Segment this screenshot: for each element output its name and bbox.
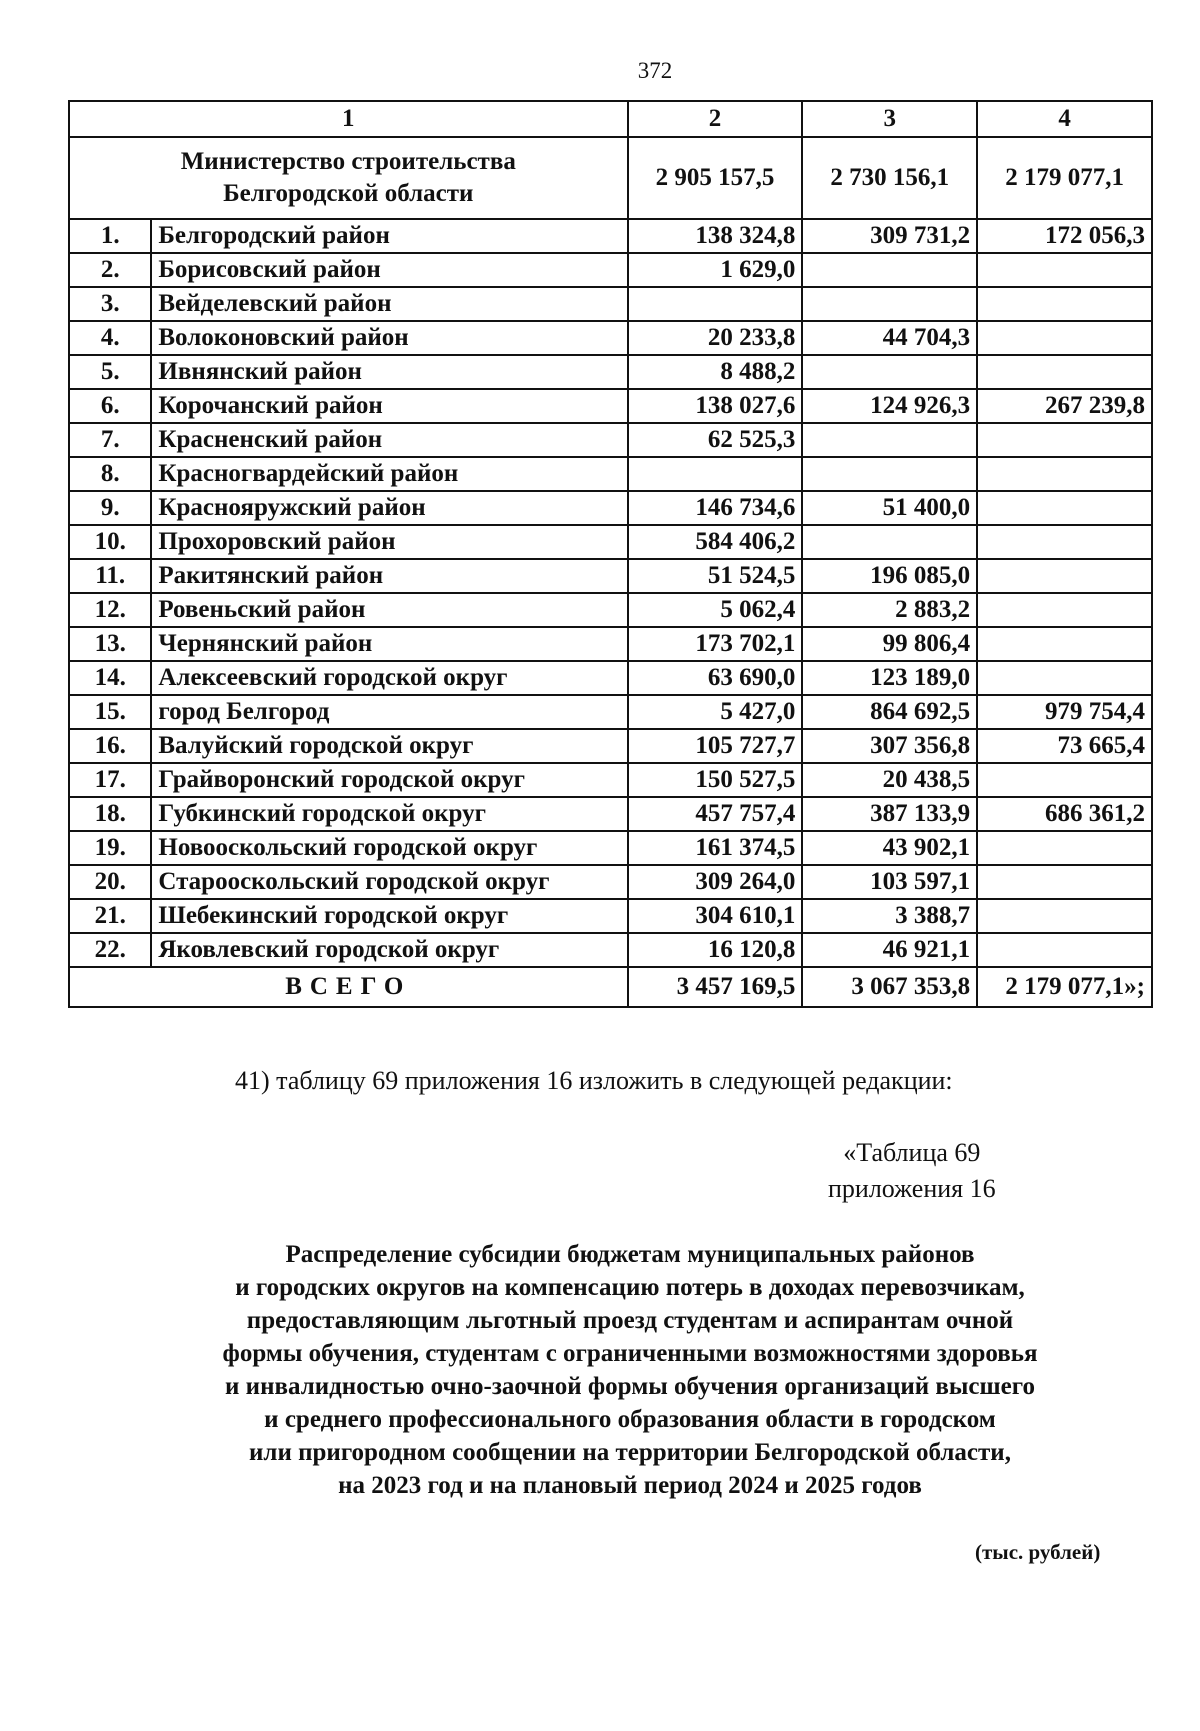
row-value-col2: 8 488,2	[628, 355, 803, 389]
table-reference-line1: «Таблица 69	[843, 1138, 981, 1167]
heading-line: или пригородном сообщении на территории Белгородской области,	[249, 1439, 1011, 1466]
row-name: Ровеньский район	[151, 593, 627, 627]
table-row	[69, 627, 1152, 661]
heading-line: и городских округов на компенсацию потерь в доходах перевозчикам,	[235, 1274, 1025, 1301]
heading-line: формы обучения, студентам с ограниченными возможностями здоровья	[222, 1340, 1038, 1367]
column-number-4: 4	[977, 101, 1152, 137]
budget-table-body	[69, 101, 1152, 1007]
row-number: 16.	[69, 729, 151, 763]
ministry-name	[69, 137, 628, 219]
row-value-col3: 46 921,1	[802, 933, 977, 967]
row-value-col2: 63 690,0	[628, 661, 803, 695]
row-value-col3: 123 189,0	[802, 661, 977, 695]
column-number-row	[69, 101, 1152, 137]
heading-line: Распределение субсидии бюджетам муниципальных районов	[285, 1241, 975, 1268]
column-number-3: 3	[802, 101, 977, 137]
row-value-col3	[802, 457, 977, 491]
row-value-col2: 138 027,6	[628, 389, 803, 423]
row-value-col4: 686 361,2	[977, 797, 1152, 831]
row-value-col4	[977, 899, 1152, 933]
row-number: 13.	[69, 627, 151, 661]
row-value-col4: 73 665,4	[977, 729, 1152, 763]
row-value-col2: 146 734,6	[628, 491, 803, 525]
row-value-col3: 44 704,3	[802, 321, 977, 355]
column-number-1: 1	[69, 101, 628, 137]
row-value-col4	[977, 491, 1152, 525]
row-value-col4	[977, 423, 1152, 457]
heading-line: предоставляющим льготный проезд студентам и аспирантам очной	[246, 1307, 1014, 1334]
row-name: город Белгород	[151, 695, 627, 729]
row-value-col3: 307 356,8	[802, 729, 977, 763]
row-value-col3: 387 133,9	[802, 797, 977, 831]
amendment-instruction: 41) таблицу 69 приложения 16 изложить в следующей редакции:	[235, 1066, 953, 1095]
table-row	[69, 933, 1152, 967]
row-name: Борисовский район	[151, 253, 627, 287]
table-row	[69, 287, 1152, 321]
column-number-2: 2	[628, 101, 803, 137]
row-value-col2	[628, 287, 803, 321]
ministry-value-col2: 2 905 157,5	[628, 137, 803, 219]
row-value-col3: 43 902,1	[802, 831, 977, 865]
row-number: 5.	[69, 355, 151, 389]
row-name: Белгородский район	[151, 219, 627, 253]
row-name: Шебекинский городской округ	[151, 899, 627, 933]
ministry-value-col3: 2 730 156,1	[802, 137, 977, 219]
row-value-col3	[802, 525, 977, 559]
table-row	[69, 355, 1152, 389]
heading-line: на 2023 год и на плановый период 2024 и 2025 годов	[338, 1472, 922, 1499]
row-number: 3.	[69, 287, 151, 321]
row-value-col4: 979 754,4	[977, 695, 1152, 729]
total-value-col4: 2 179 077,1»;	[977, 967, 1152, 1007]
row-value-col3: 3 388,7	[802, 899, 977, 933]
table-row	[69, 219, 1152, 253]
row-name: Новооскольский городской округ	[151, 831, 627, 865]
row-value-col2: 51 524,5	[628, 559, 803, 593]
table-reference	[828, 1135, 996, 1207]
row-number: 19.	[69, 831, 151, 865]
ministry-name-line2: Белгородской области	[223, 180, 474, 207]
row-value-col4	[977, 627, 1152, 661]
total-row	[69, 967, 1152, 1007]
row-number: 14.	[69, 661, 151, 695]
table-row	[69, 491, 1152, 525]
row-value-col2: 5 427,0	[628, 695, 803, 729]
unit-label: (тыс. рублей)	[975, 1540, 1101, 1564]
row-value-col3: 2 883,2	[802, 593, 977, 627]
row-name: Валуйский городской округ	[151, 729, 627, 763]
row-value-col3: 103 597,1	[802, 865, 977, 899]
row-number: 15.	[69, 695, 151, 729]
table-row	[69, 831, 1152, 865]
table-row	[69, 253, 1152, 287]
row-value-col2: 309 264,0	[628, 865, 803, 899]
row-number: 7.	[69, 423, 151, 457]
row-value-col4	[977, 457, 1152, 491]
row-value-col3: 309 731,2	[802, 219, 977, 253]
row-name: Старооскольский городской округ	[151, 865, 627, 899]
table-reference-line2: приложения 16	[828, 1174, 996, 1203]
heading-line: и среднего профессионального образования области в городском	[264, 1406, 996, 1433]
row-value-col2: 105 727,7	[628, 729, 803, 763]
row-value-col4	[977, 933, 1152, 967]
row-name: Яковлевский городской округ	[151, 933, 627, 967]
row-name: Красненский район	[151, 423, 627, 457]
row-value-col3: 196 085,0	[802, 559, 977, 593]
table-row	[69, 559, 1152, 593]
table-row	[69, 865, 1152, 899]
row-value-col4	[977, 831, 1152, 865]
row-name: Грайворонский городской округ	[151, 763, 627, 797]
row-name: Алексеевский городской округ	[151, 661, 627, 695]
row-value-col3: 51 400,0	[802, 491, 977, 525]
row-number: 18.	[69, 797, 151, 831]
row-value-col3	[802, 253, 977, 287]
row-value-col3	[802, 423, 977, 457]
row-number: 20.	[69, 865, 151, 899]
row-name: Чернянский район	[151, 627, 627, 661]
row-name: Ивнянский район	[151, 355, 627, 389]
table-row	[69, 525, 1152, 559]
row-value-col4	[977, 355, 1152, 389]
row-value-col2: 304 610,1	[628, 899, 803, 933]
table-row	[69, 321, 1152, 355]
row-value-col4	[977, 321, 1152, 355]
ministry-name-line1: Министерство строительства	[180, 148, 516, 175]
row-value-col4	[977, 559, 1152, 593]
table-row	[69, 593, 1152, 627]
row-value-col2: 62 525,3	[628, 423, 803, 457]
heading-line: и инвалидностью очно-заочной формы обучения организаций высшего	[225, 1373, 1035, 1400]
row-name: Краснояружский район	[151, 491, 627, 525]
row-value-col3: 20 438,5	[802, 763, 977, 797]
total-value-col3: 3 067 353,8	[802, 967, 977, 1007]
row-number: 10.	[69, 525, 151, 559]
row-value-col4	[977, 287, 1152, 321]
ministry-value-col4: 2 179 077,1	[977, 137, 1152, 219]
row-name: Волоконовский район	[151, 321, 627, 355]
row-value-col4	[977, 253, 1152, 287]
row-value-col2: 457 757,4	[628, 797, 803, 831]
row-value-col3	[802, 355, 977, 389]
table-row	[69, 797, 1152, 831]
table-row	[69, 457, 1152, 491]
row-number: 17.	[69, 763, 151, 797]
row-number: 22.	[69, 933, 151, 967]
table-row	[69, 763, 1152, 797]
row-value-col2: 5 062,4	[628, 593, 803, 627]
row-name: Красногвардейский район	[151, 457, 627, 491]
row-value-col2: 584 406,2	[628, 525, 803, 559]
table-row	[69, 899, 1152, 933]
total-value-col2: 3 457 169,5	[628, 967, 803, 1007]
row-value-col2: 161 374,5	[628, 831, 803, 865]
budget-table	[68, 100, 1153, 1008]
row-value-col2: 16 120,8	[628, 933, 803, 967]
row-value-col4	[977, 593, 1152, 627]
row-value-col4: 172 056,3	[977, 219, 1152, 253]
row-value-col4	[977, 865, 1152, 899]
row-value-col3: 864 692,5	[802, 695, 977, 729]
page-number: 372	[637, 58, 673, 83]
row-number: 2.	[69, 253, 151, 287]
row-value-col3: 99 806,4	[802, 627, 977, 661]
total-label: ВСЕГО	[69, 967, 628, 1007]
table-row	[69, 423, 1152, 457]
row-number: 12.	[69, 593, 151, 627]
row-value-col2: 173 702,1	[628, 627, 803, 661]
row-number: 4.	[69, 321, 151, 355]
row-value-col4	[977, 661, 1152, 695]
table-row	[69, 695, 1152, 729]
row-value-col2: 138 324,8	[628, 219, 803, 253]
table-heading	[120, 1238, 1140, 1502]
row-value-col2: 20 233,8	[628, 321, 803, 355]
row-value-col3: 124 926,3	[802, 389, 977, 423]
row-number: 11.	[69, 559, 151, 593]
row-value-col2	[628, 457, 803, 491]
table-row	[69, 729, 1152, 763]
row-name: Прохоровский район	[151, 525, 627, 559]
row-number: 21.	[69, 899, 151, 933]
ministry-row	[69, 137, 1152, 219]
row-value-col3	[802, 287, 977, 321]
row-number: 1.	[69, 219, 151, 253]
row-value-col4: 267 239,8	[977, 389, 1152, 423]
row-name: Вейделевский район	[151, 287, 627, 321]
row-number: 8.	[69, 457, 151, 491]
row-value-col2: 1 629,0	[628, 253, 803, 287]
table-row	[69, 389, 1152, 423]
row-value-col4	[977, 763, 1152, 797]
row-number: 6.	[69, 389, 151, 423]
row-number: 9.	[69, 491, 151, 525]
row-name: Корочанский район	[151, 389, 627, 423]
row-name: Губкинский городской округ	[151, 797, 627, 831]
row-value-col2: 150 527,5	[628, 763, 803, 797]
table-row	[69, 661, 1152, 695]
row-value-col4	[977, 525, 1152, 559]
row-name: Ракитянский район	[151, 559, 627, 593]
